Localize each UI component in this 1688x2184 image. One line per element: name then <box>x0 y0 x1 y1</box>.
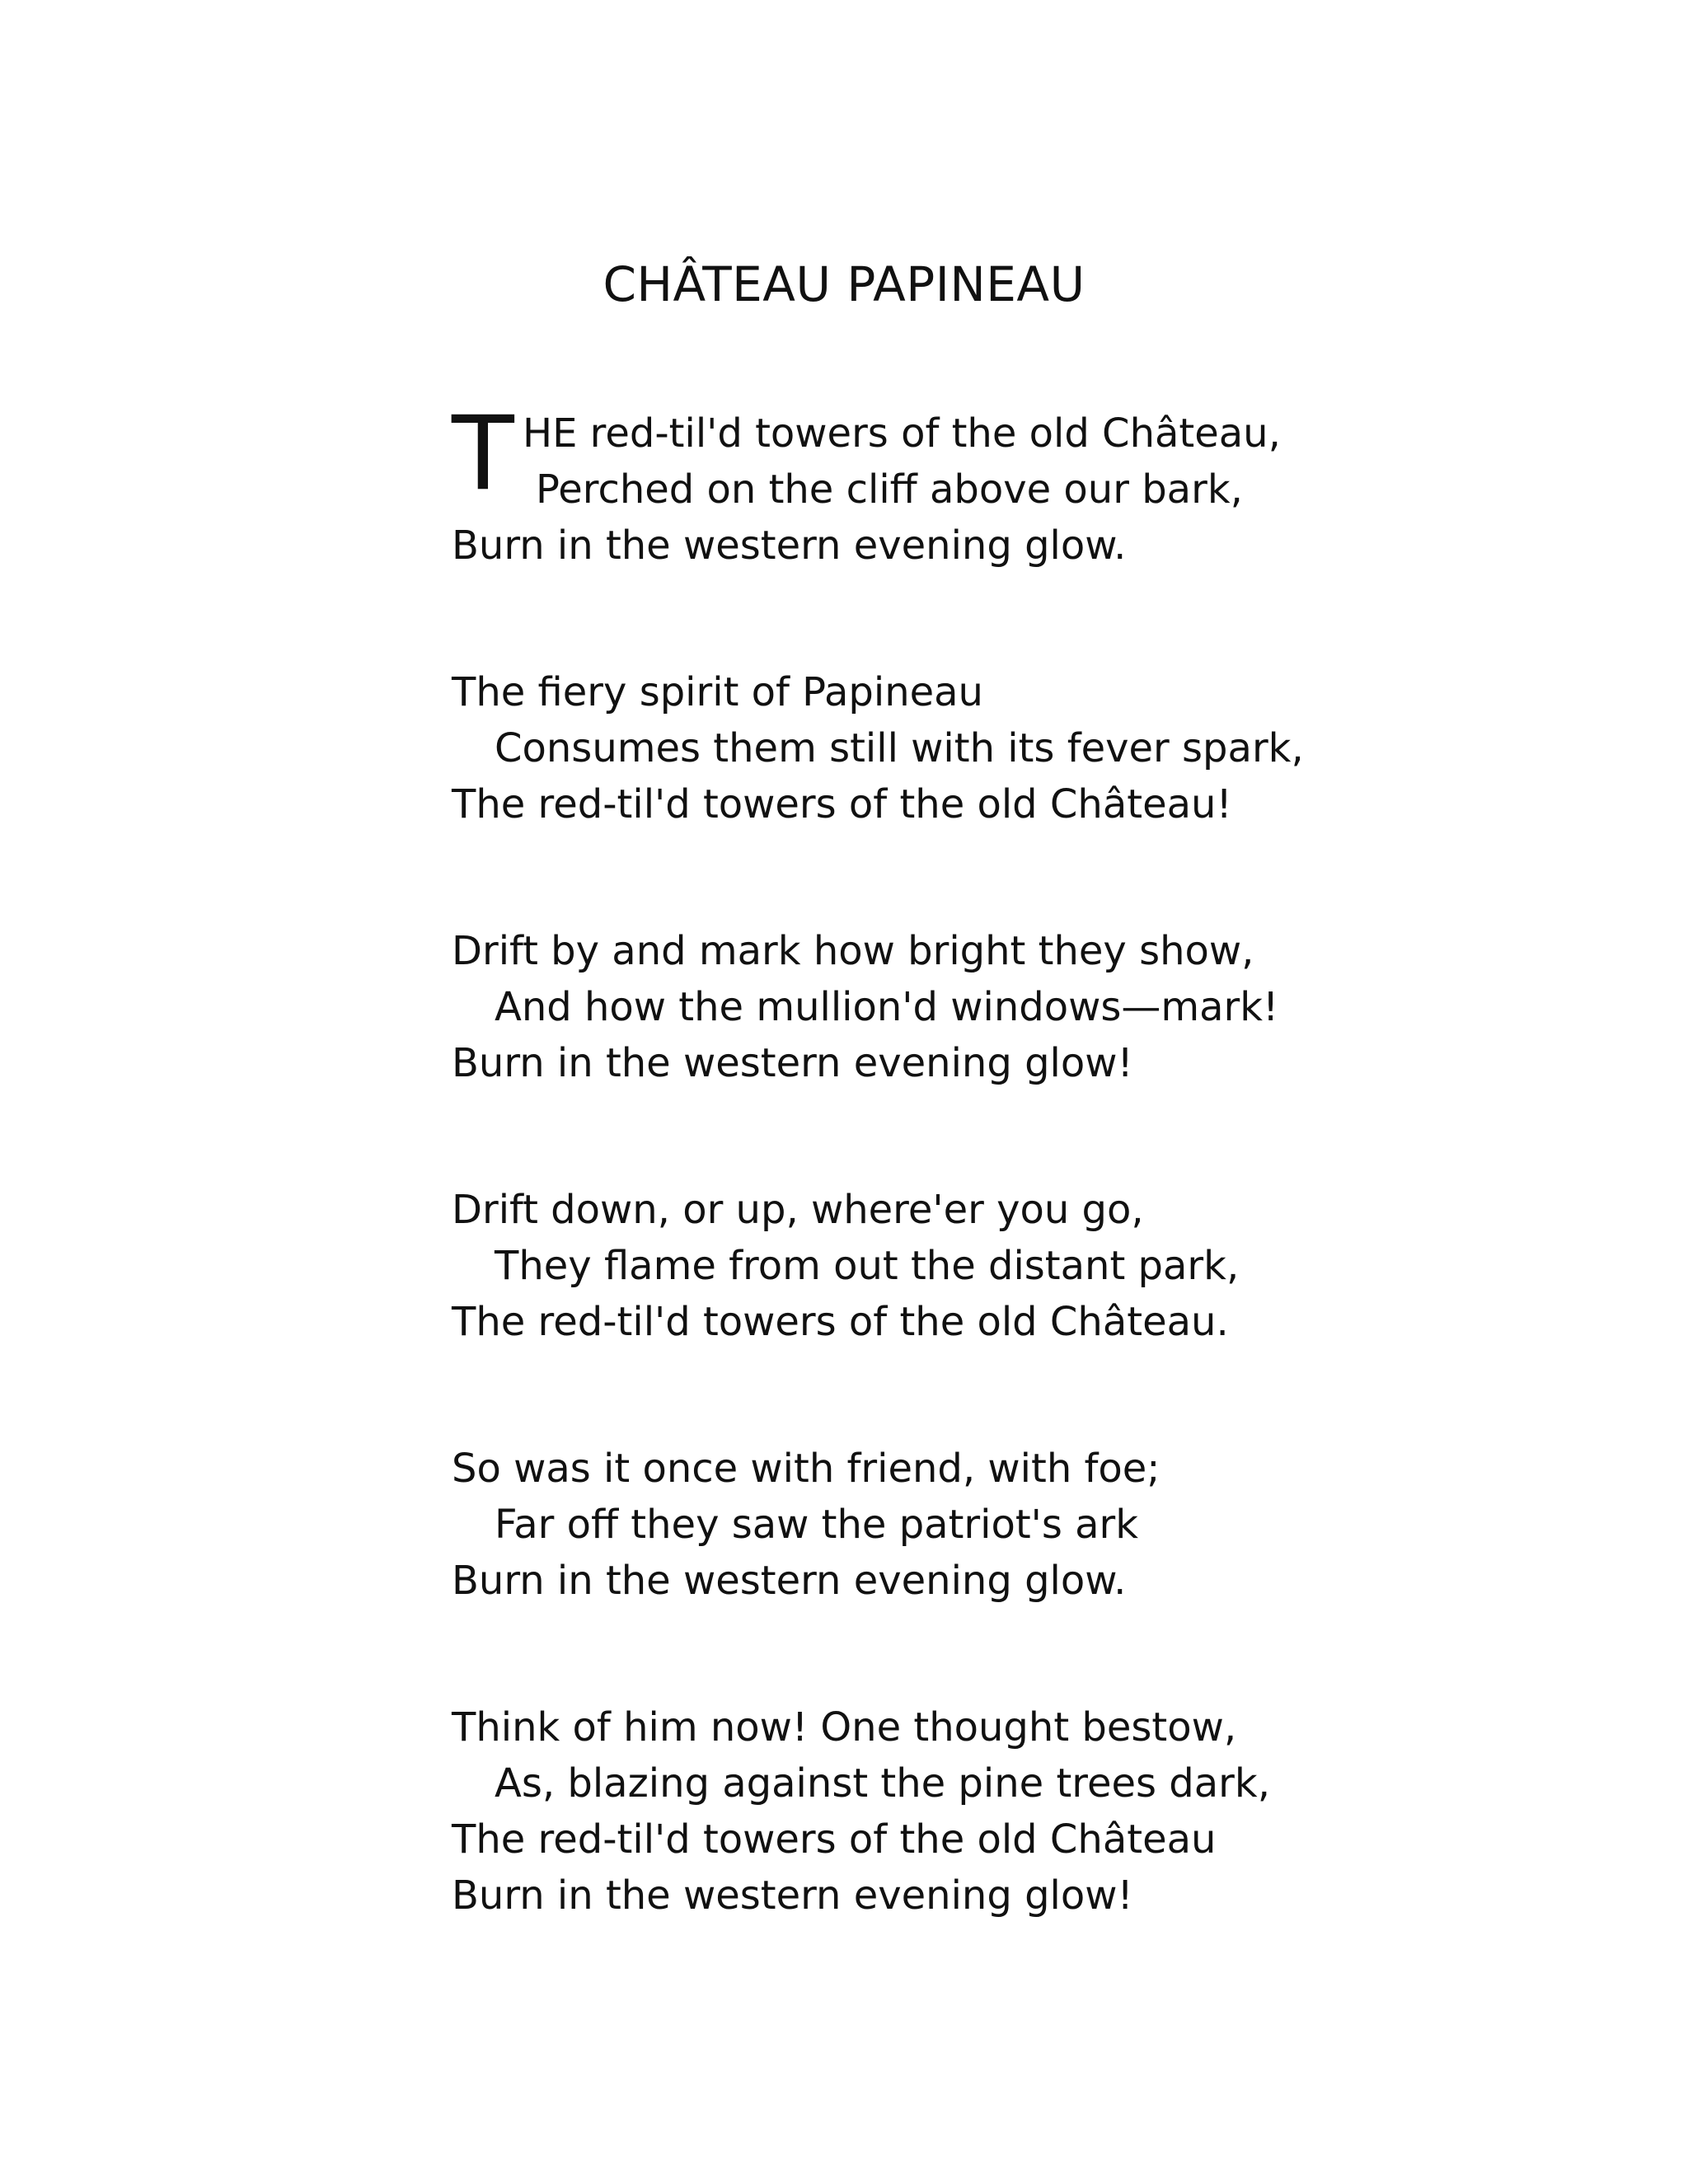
poem-line: The red-til'd towers of the old Château. <box>452 1299 1229 1345</box>
poem-line: HE red-til'd towers of the old Château, <box>523 410 1281 457</box>
poem-body <box>452 395 1523 1924</box>
stanza-2 <box>452 664 1523 832</box>
poem-line: So was it once with friend, with foe; <box>452 1446 1160 1492</box>
poem-line: The fiery spirit of Papineau <box>452 669 983 715</box>
poem-title: CHÂTEAU PAPINEAU <box>603 256 1085 312</box>
poem-line: Burn in the western evening glow! <box>452 1872 1133 1919</box>
poem-line: And how the mullion'd windows—mark! <box>495 984 1279 1030</box>
poem-line: Perched on the cliff above our bark, <box>536 466 1243 513</box>
poem-line: As, blazing against the pine trees dark, <box>495 1760 1270 1807</box>
poem-line: Drift by and mark how bright they show, <box>452 928 1254 974</box>
poem-line: Burn in the western evening glow. <box>452 1558 1127 1604</box>
stanza-6 <box>452 1699 1523 1924</box>
stanza-5 <box>452 1441 1523 1609</box>
poem-line: Burn in the western evening glow. <box>452 523 1127 569</box>
poem-line: Far off they saw the patriot's ark <box>495 1502 1139 1548</box>
poem-line: The red-til'd towers of the old Château <box>452 1816 1217 1863</box>
poem-line: Burn in the western evening glow! <box>452 1040 1133 1086</box>
stanza-3 <box>452 923 1523 1091</box>
poem-line: The red-til'd towers of the old Château! <box>452 781 1232 827</box>
poem-line: Consumes them still with its fever spark, <box>495 725 1304 771</box>
stanza-4 <box>452 1182 1523 1350</box>
poem-line: They flame from out the distant park, <box>495 1243 1240 1289</box>
poem-line: Think of him now! One thought bestow, <box>452 1704 1237 1750</box>
stanza-1 <box>452 395 1523 574</box>
poem-line: Drift down, or up, where'er you go, <box>452 1187 1144 1233</box>
drop-cap: T <box>452 395 514 513</box>
